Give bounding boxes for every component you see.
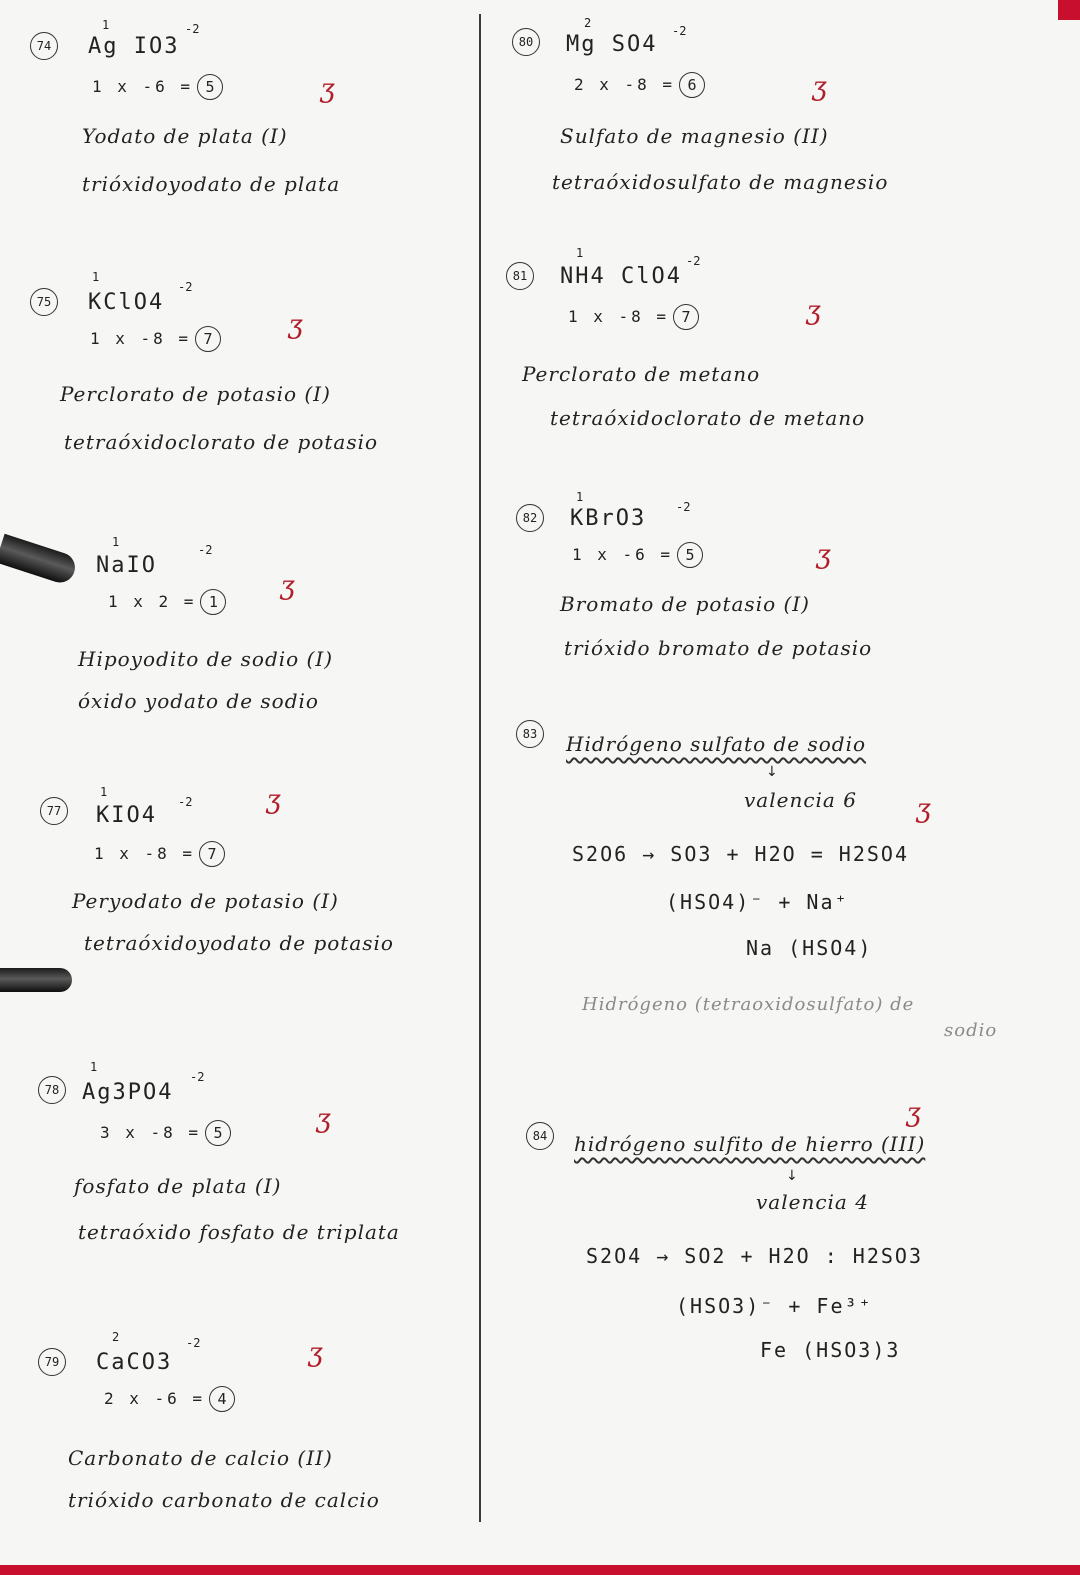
traditional-name: Carbonato de calcio (II) [68,1446,333,1470]
valence-calculation: 3 x -8 = 5 [100,1120,231,1146]
valence-result: 7 [673,304,699,330]
valence-note: valencia 6 [744,788,857,812]
oxidation-state: -2 [676,500,691,514]
compound-name-heading: Hidrógeno sulfato de sodio [566,732,867,756]
exercise-number: 74 [30,32,58,60]
exercise-number: 79 [38,1348,66,1376]
oxidation-state: -2 [672,24,687,38]
valence-result: 5 [197,74,223,100]
oxidation-state: -2 [178,795,193,809]
chemical-formula: CaCO3 [96,1350,173,1375]
check-mark: ʒ [916,794,931,824]
oxidation-state: 1 [102,18,110,32]
check-mark: ʒ [288,310,303,340]
oxidation-state: -2 [186,1336,201,1350]
check-mark: ʒ [812,72,827,102]
oxidation-state: -2 [185,22,200,36]
traditional-name: Perclorato de potasio (I) [60,382,331,406]
traditional-name: Yodato de plata (I) [82,124,288,148]
systematic-name: tetraóxidoyodato de potasio [84,931,394,955]
systematic-name: trióxido bromato de potasio [564,636,873,660]
systematic-name: tetraóxido fosfato de triplata [78,1220,400,1244]
systematic-name: trióxidoyodato de plata [82,172,341,196]
check-mark: ʒ [280,571,295,601]
down-arrow-icon: ↓ [786,1168,798,1184]
valence-result: 5 [205,1120,231,1146]
valence-calculation: 1 x -6 = 5 [572,542,703,568]
page-bottom-edge [0,1565,1080,1575]
check-mark: ʒ [308,1338,323,1368]
page-corner-tab [1058,0,1080,20]
down-arrow-icon: ↓ [766,764,778,780]
valence-result: 6 [679,72,705,98]
traditional-name: Sulfato de magnesio (II) [560,124,829,148]
traditional-name: fosfato de plata (I) [74,1174,282,1198]
valence-result: 7 [199,841,225,867]
valence-result: 5 [677,542,703,568]
exercise-number: 80 [512,28,540,56]
oxidation-state: 2 [584,16,592,30]
chemical-formula: Ag IO3 [88,34,180,59]
chemical-formula: NH4 ClO4 [560,264,682,289]
check-mark: ʒ [320,74,335,104]
valence-calculation: 1 x -6 = 5 [92,74,223,100]
oxidation-state: 1 [92,270,100,284]
valence-calculation: 1 x 2 = 1 [108,589,226,615]
check-mark: ʒ [906,1098,921,1128]
check-mark: ʒ [266,785,281,815]
valence-calculation: 1 x -8 = 7 [568,304,699,330]
traditional-name: Perclorato de metano [522,362,761,386]
exercise-number: 82 [516,504,544,532]
valence-calculation: 2 x -8 = 6 [574,72,705,98]
chemical-formula: Mg SO4 [566,32,658,57]
compound-name-heading: hidrógeno sulfito de hierro (III) [574,1132,926,1156]
oxidation-state: -2 [198,543,213,557]
oxidation-state: 1 [112,535,120,549]
traditional-name: Peryodato de potasio (I) [72,889,339,913]
traditional-name: Bromato de potasio (I) [560,592,810,616]
oxidation-state: 2 [112,1330,120,1344]
oxidation-state: 1 [90,1060,98,1074]
check-mark: ʒ [316,1104,331,1134]
ion-combination: (HSO4)⁻ + Na⁺ [666,890,849,914]
exercise-number: 83 [516,720,544,748]
oxidation-state: 1 [576,246,584,260]
oxidation-state: -2 [686,254,701,268]
traditional-name: Hipoyodito de sodio (I) [78,647,334,671]
exercise-number: 84 [526,1122,554,1150]
oxidation-state: 1 [576,490,584,504]
reaction-equation: S2O4 → SO2 + H2O : H2SO3 [586,1244,923,1268]
chemical-formula: NaIO [96,553,157,578]
oxidation-state: 1 [100,785,108,799]
systematic-name: Hidrógeno (tetraoxidosulfato) de [582,994,915,1015]
ion-combination: (HSO3)⁻ + Fe³⁺ [676,1294,873,1318]
exercise-number: 81 [506,262,534,290]
systematic-name: tetraóxidosulfato de magnesio [552,170,889,194]
chemical-formula: KIO4 [96,803,157,828]
valence-result: 4 [209,1386,235,1412]
systematic-name: óxido yodato de sodio [78,689,319,713]
systematic-name: trióxido carbonato de calcio [68,1488,380,1512]
reaction-equation: S2O6 → SO3 + H2O = H2SO4 [572,842,909,866]
binder-ring-icon [0,534,79,587]
valence-result: 1 [200,589,226,615]
compound-formula: Fe (HSO3)3 [760,1338,901,1362]
valence-calculation: 1 x -8 = 7 [94,841,225,867]
valence-result: 7 [195,326,221,352]
systematic-name-continued: sodio [944,1020,998,1041]
chemical-formula: KClO4 [88,290,165,315]
valence-calculation: 1 x -8 = 7 [90,326,221,352]
systematic-name: tetraóxidoclorato de metano [550,406,866,430]
check-mark: ʒ [816,540,831,570]
valence-note: valencia 4 [756,1190,869,1214]
binder-ring-icon [0,968,72,992]
valence-calculation: 2 x -6 = 4 [104,1386,235,1412]
exercise-number: 75 [30,288,58,316]
systematic-name: tetraóxidoclorato de potasio [64,430,379,454]
oxidation-state: -2 [190,1070,205,1084]
chemical-formula: Ag3PO4 [82,1080,174,1105]
compound-formula: Na (HSO4) [746,936,873,960]
oxidation-state: -2 [178,280,193,294]
exercise-number: 77 [40,797,68,825]
chemical-formula: KBrO3 [570,506,647,531]
column-divider [479,14,481,1522]
exercise-number: 78 [38,1076,66,1104]
check-mark: ʒ [806,296,821,326]
